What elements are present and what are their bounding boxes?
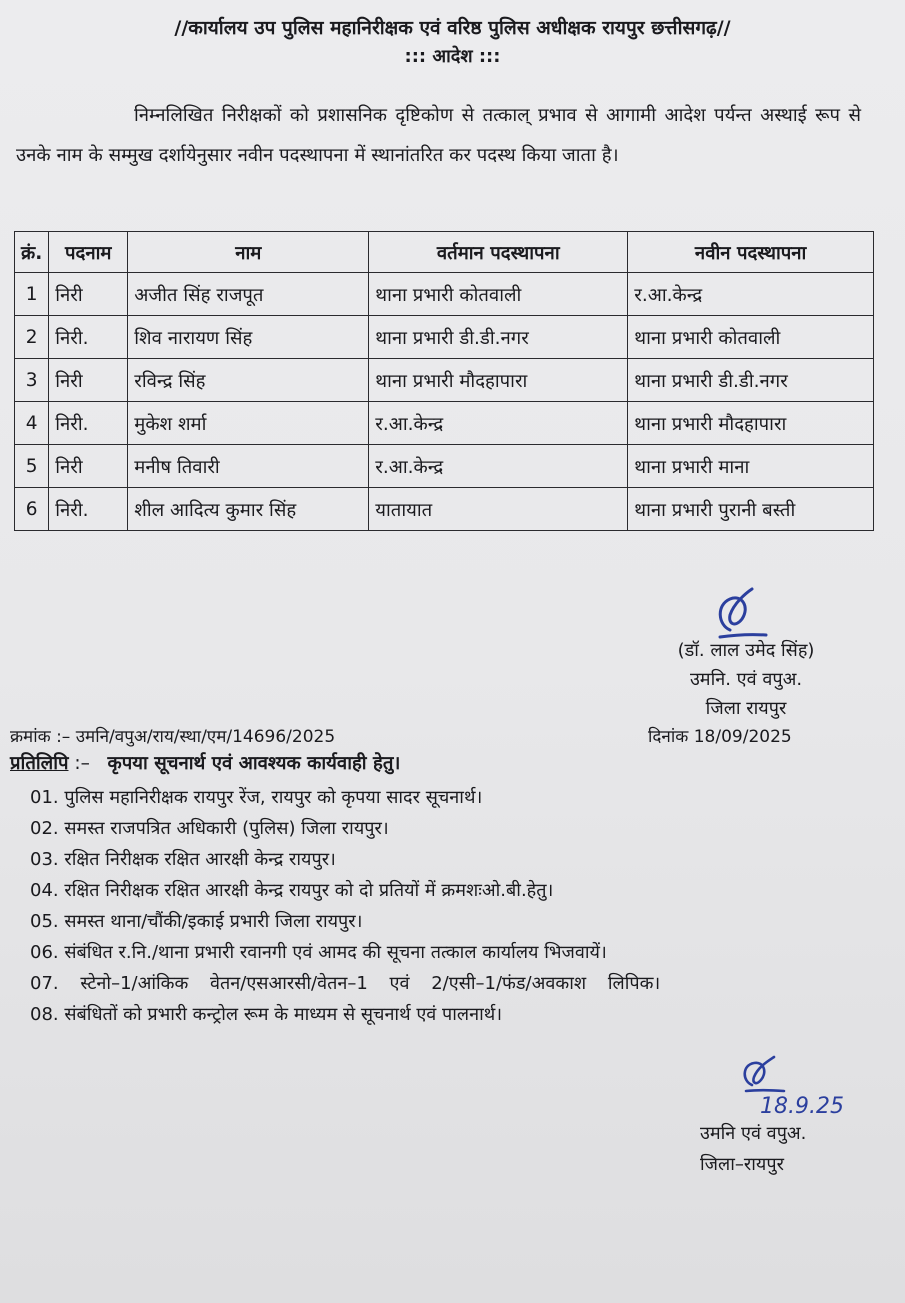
cell-new: थाना प्रभारी पुरानी बस्ती bbox=[628, 488, 874, 531]
col-serial: क्रं. bbox=[15, 232, 49, 273]
handwritten-date: 18.9.25 bbox=[760, 1094, 844, 1119]
list-item: 06. संबंधित र.नि./थाना प्रभारी रवानगी एवं आमद की सूचना तत्काल कार्यालय भिजवायें। bbox=[30, 942, 607, 963]
cell-designation: निरी bbox=[49, 445, 128, 488]
cell-new: र.आ.केन्द्र bbox=[628, 273, 874, 316]
cell-new: थाना प्रभारी कोतवाली bbox=[628, 316, 874, 359]
signatory-district: जिला रायपुर bbox=[705, 698, 787, 719]
cell-serial: 6 bbox=[15, 488, 49, 531]
cell-new: थाना प्रभारी मौदहापारा bbox=[628, 402, 874, 445]
intro-text: निम्नलिखित निरीक्षकों को प्रशासनिक दृष्टिकोण से तत्काल् प्रभाव से आगामी आदेश पर्यन्त अस्थाई रूप से उनके नाम के सम्मुख दर्शायेनुसार नवीन पदस्थापना में स्थानांतरित कर पदस्थ किया जाता है। bbox=[16, 105, 861, 166]
signatory-designation: उमनि. एवं वपुअ. bbox=[689, 669, 803, 690]
cell-name: रविन्द्र सिंह bbox=[128, 359, 369, 402]
col-new-posting: नवीन पदस्थापना bbox=[628, 232, 874, 273]
signatory-block bbox=[646, 636, 846, 723]
cell-serial: 2 bbox=[15, 316, 49, 359]
intro-paragraph bbox=[16, 96, 861, 176]
order-date: दिनांक 18/09/2025 bbox=[648, 727, 792, 747]
table-row bbox=[15, 359, 874, 402]
list-item: 03. रक्षित निरीक्षक रक्षित आरक्षी केन्द्र रायपुर। bbox=[30, 849, 336, 870]
cell-serial: 5 bbox=[15, 445, 49, 488]
signatory-name: (डॉ. लाल उमेद सिंह) bbox=[677, 640, 815, 661]
cell-current: र.आ.केन्द्र bbox=[369, 445, 628, 488]
cell-name: मुकेश शर्मा bbox=[128, 402, 369, 445]
copy-title: कृपया सूचनार्थ एवं आवश्यक कार्यवाही हेतु। bbox=[107, 753, 401, 774]
cell-designation: निरी bbox=[49, 273, 128, 316]
cell-new: थाना प्रभारी डी.डी.नगर bbox=[628, 359, 874, 402]
cell-current: थाना प्रभारी कोतवाली bbox=[369, 273, 628, 316]
cell-designation: निरी. bbox=[49, 316, 128, 359]
cell-designation: निरी bbox=[49, 359, 128, 402]
copy-label: प्रतिलिपि bbox=[10, 753, 69, 774]
cell-current: थाना प्रभारी मौदहापारा bbox=[369, 359, 628, 402]
list-item: 01. पुलिस महानिरीक्षक रायपुर रेंज, रायपुर को कृपया सादर सूचनार्थ। bbox=[30, 787, 483, 808]
col-designation: पदनाम bbox=[49, 232, 128, 273]
list-item: 02. समस्त राजपत्रित अधिकारी (पुलिस) जिला रायपुर। bbox=[30, 818, 389, 839]
table-row bbox=[15, 273, 874, 316]
order-title: ::: आदेश ::: bbox=[404, 46, 501, 67]
col-name: नाम bbox=[128, 232, 369, 273]
transfer-table bbox=[14, 231, 874, 531]
cell-name: अजीत सिंह राजपूत bbox=[128, 273, 369, 316]
cell-designation: निरी. bbox=[49, 488, 128, 531]
cell-new: थाना प्रभारी माना bbox=[628, 445, 874, 488]
cell-designation: निरी. bbox=[49, 402, 128, 445]
table-row bbox=[15, 488, 874, 531]
cell-name: शिव नारायण सिंह bbox=[128, 316, 369, 359]
reference-number: क्रमांक :– उमनि/वपुअ/राय/स्था/एम/14696/2025 bbox=[10, 727, 336, 747]
table-row bbox=[15, 445, 874, 488]
copy-sep: :– bbox=[68, 753, 90, 774]
col-current-posting: वर्तमान पदस्थापना bbox=[369, 232, 628, 273]
cell-serial: 3 bbox=[15, 359, 49, 402]
cell-serial: 1 bbox=[15, 273, 49, 316]
cell-name: शील आदित्य कुमार सिंह bbox=[128, 488, 369, 531]
office-header: //कार्यालय उप पुलिस महानिरीक्षक एवं वरिष्ठ पुलिस अधीक्षक रायपुर छत्तीसगढ़// bbox=[174, 17, 731, 39]
copy-heading bbox=[10, 750, 400, 775]
cell-current: थाना प्रभारी डी.डी.नगर bbox=[369, 316, 628, 359]
cell-serial: 4 bbox=[15, 402, 49, 445]
second-designation: उमनि एवं वपुअ. bbox=[700, 1123, 807, 1144]
distribution-list bbox=[30, 782, 865, 1030]
cell-name: मनीष तिवारी bbox=[128, 445, 369, 488]
second-district: जिला–रायपुर bbox=[700, 1154, 784, 1175]
cell-current: यातायात bbox=[369, 488, 628, 531]
list-item: 04. रक्षित निरीक्षक रक्षित आरक्षी केन्द्र रायपुर को दो प्रतियों में क्रमशःओ.बी.हेतु। bbox=[30, 880, 554, 901]
second-signatory-block bbox=[700, 1118, 806, 1180]
list-item: 07. स्टेनो–1/आंकिक वेतन/एसआरसी/वेतन–1 एवं 2/एसी–1/फंड/अवकाश लिपिक। bbox=[30, 973, 661, 994]
list-item: 08. संबंधितों को प्रभारी कन्ट्रोल रूम के माध्यम से सूचनार्थ एवं पालनार्थ। bbox=[30, 1004, 503, 1025]
table-row bbox=[15, 316, 874, 359]
table-row bbox=[15, 402, 874, 445]
table-header-row bbox=[15, 232, 874, 273]
list-item: 05. समस्त थाना/चौंकी/इकाई प्रभारी जिला रायपुर। bbox=[30, 911, 363, 932]
cell-current: र.आ.केन्द्र bbox=[369, 402, 628, 445]
